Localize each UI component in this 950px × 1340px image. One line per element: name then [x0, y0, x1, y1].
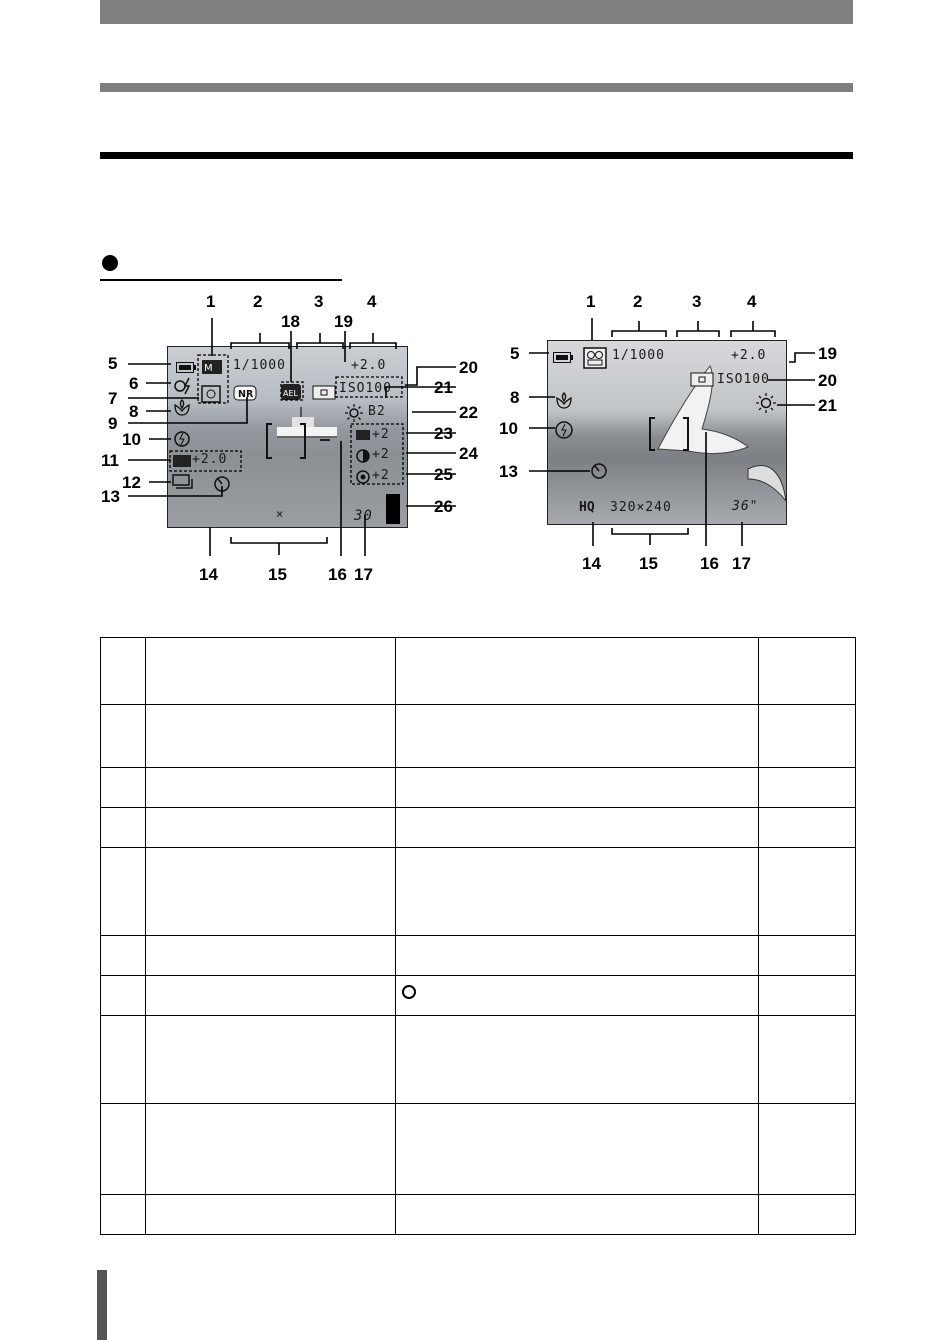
callout-number: 2	[633, 292, 643, 311]
exposure-comp-icon	[173, 455, 191, 467]
scene-mode-icon	[201, 385, 221, 403]
white-balance-readout: B2	[368, 404, 386, 419]
shutter-speed-readout: 1/1000	[233, 358, 286, 373]
sun-wb-icon	[345, 404, 363, 422]
circle-mark-icon	[402, 985, 416, 999]
aperture-readout: +2.0	[351, 358, 387, 373]
contrast-readout: +2	[372, 447, 390, 462]
callout-number: 6	[129, 374, 139, 393]
callout-number: 8	[510, 388, 520, 407]
table-row	[101, 848, 856, 936]
contrast-icon	[356, 449, 370, 463]
spot-metering-icon	[690, 372, 714, 387]
callout-number: 5	[108, 354, 118, 373]
table-row	[101, 808, 856, 848]
quality-readout: HQ	[579, 500, 595, 515]
movie-mode-lcd-screen	[547, 340, 787, 525]
spot-metering-icon	[312, 385, 336, 400]
table-row	[101, 936, 856, 976]
aperture-readout: +2.0	[731, 348, 767, 363]
resolution-readout: 320×240	[610, 500, 672, 515]
callout-number: 13	[499, 462, 518, 481]
callout-number: 18	[281, 312, 300, 331]
callout-number: 14	[199, 565, 218, 584]
noise-reduction-icon	[233, 385, 257, 401]
macro-flower-icon	[174, 399, 190, 417]
callout-number: 4	[747, 292, 757, 311]
table-row	[101, 768, 856, 808]
callout-number: 3	[692, 292, 702, 311]
callout-number: 8	[129, 402, 139, 421]
exposure-comp-readout: +2.0	[192, 452, 228, 467]
callout-number: 9	[108, 414, 118, 433]
record-mode-icon	[201, 359, 223, 375]
callout-number: 22	[459, 403, 478, 422]
callout-number: 26	[434, 497, 453, 516]
ae-lock-icon	[281, 384, 301, 400]
battery-icon	[553, 352, 573, 363]
table-row	[101, 976, 856, 1016]
callout-number: 21	[818, 396, 837, 415]
frames-remaining-readout: 30	[354, 508, 373, 524]
flash-off-icon	[174, 431, 190, 447]
callout-number: 1	[586, 292, 596, 311]
callout-number: 16	[328, 565, 347, 584]
callout-number: 10	[499, 419, 518, 438]
recording-time-readout: 36"	[732, 499, 759, 514]
sharpness-icon	[356, 428, 370, 442]
table-row	[101, 1104, 856, 1195]
shutter-speed-readout: 1/1000	[612, 348, 665, 363]
iso-readout: ISO100	[339, 381, 392, 396]
table-row	[101, 1016, 856, 1104]
callout-number: 24	[459, 444, 478, 463]
page-tab-marker	[97, 1270, 107, 1340]
callout-number: 4	[367, 292, 377, 311]
self-timer-icon	[590, 461, 608, 479]
callout-number: 19	[818, 344, 837, 363]
table-row	[101, 705, 856, 768]
callout-number: 2	[253, 292, 263, 311]
saturation-icon	[356, 470, 370, 484]
macro-flower-icon	[556, 392, 572, 410]
callout-number: 17	[354, 565, 373, 584]
battery-icon	[176, 362, 196, 373]
callout-number: 15	[639, 554, 658, 573]
callout-number: 7	[108, 389, 118, 408]
callout-number: 20	[459, 358, 478, 377]
callout-number: 19	[334, 312, 353, 331]
af-target-mark	[648, 416, 690, 452]
saturation-readout: +2	[372, 468, 390, 483]
callout-number: 21	[434, 378, 453, 397]
callout-number: 10	[122, 430, 141, 449]
memory-gauge	[386, 494, 400, 524]
callout-number: 23	[434, 424, 453, 443]
callout-number: 11	[101, 451, 119, 470]
section-heading-rule	[100, 279, 342, 281]
section-bullet	[102, 255, 118, 271]
flash-off-icon	[555, 421, 573, 439]
af-target-mark	[265, 422, 307, 460]
callout-number: 25	[434, 465, 453, 484]
callout-number: 3	[314, 292, 324, 311]
svg-text:NR: NR	[238, 389, 254, 400]
header-bar-top	[100, 0, 853, 24]
indicator-reference-table	[100, 637, 856, 1235]
callout-number: 5	[510, 344, 520, 363]
svg-text:AEL: AEL	[283, 389, 298, 398]
header-bar-middle	[100, 83, 853, 92]
callout-number: 20	[818, 371, 837, 390]
table-header-row	[101, 638, 856, 705]
self-timer-icon	[213, 474, 231, 492]
svg-text:M: M	[204, 363, 213, 374]
still-mode-lcd-screen	[167, 346, 408, 528]
callout-number: 1	[206, 292, 216, 311]
callout-number: 13	[101, 487, 120, 506]
movie-camera-icon	[583, 347, 607, 369]
callout-number: 16	[700, 554, 719, 573]
callout-number: 12	[122, 473, 141, 492]
callout-number: 14	[582, 554, 601, 573]
af-cross-mark: ×	[276, 507, 285, 521]
callout-number: 15	[268, 565, 287, 584]
header-rule	[100, 152, 853, 159]
sun-wb-icon	[756, 393, 776, 413]
iso-readout: ISO100	[717, 372, 770, 387]
flash-icon	[174, 377, 194, 395]
sharpness-readout: +2	[372, 427, 390, 442]
table-row	[101, 1195, 856, 1235]
sequential-shooting-icon	[172, 474, 196, 491]
callout-number: 17	[732, 554, 751, 573]
